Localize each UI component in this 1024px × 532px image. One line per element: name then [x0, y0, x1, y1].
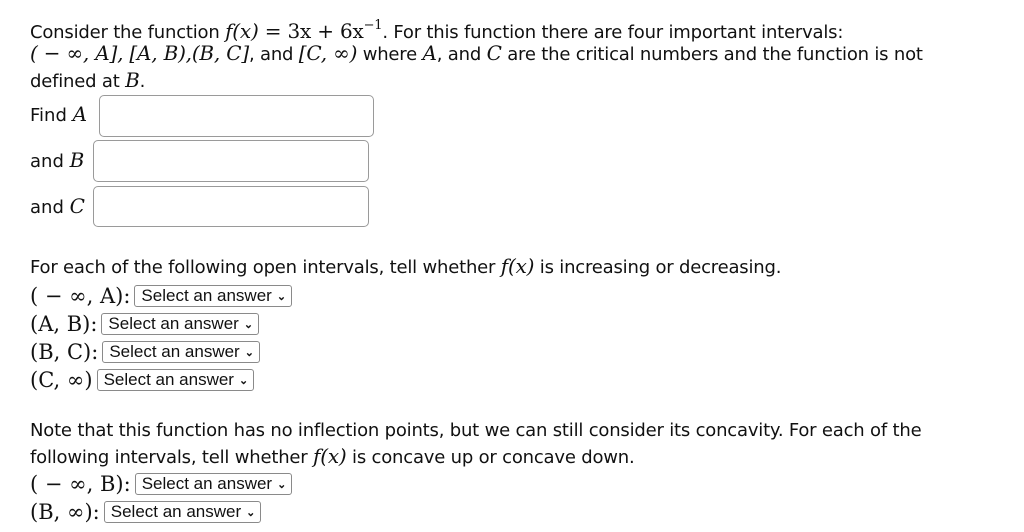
- prompt-text: is concave up or concave down.: [346, 447, 635, 468]
- increasing-row-3: [30, 339, 260, 365]
- intro-line-2: [30, 40, 923, 68]
- intro-text: . For this function there are four important intervals:: [382, 22, 844, 43]
- var-C: C: [69, 194, 85, 218]
- select-value: Select an answer: [110, 502, 242, 521]
- intro-text: where: [357, 44, 423, 65]
- concavity-line-1: [30, 418, 921, 444]
- intro-text: defined at: [30, 71, 126, 92]
- label-text: and: [30, 151, 70, 172]
- increasing-select-4[interactable]: [97, 369, 255, 391]
- concavity-select-1[interactable]: [135, 473, 293, 495]
- function-rhs: = 3x + 6x: [258, 19, 364, 43]
- select-value: Select an answer: [108, 314, 239, 333]
- concavity-line-2: [30, 443, 635, 471]
- var-C: C: [486, 41, 502, 65]
- increasing-select-2[interactable]: [101, 313, 259, 335]
- intervals-math: [C, ∞): [298, 41, 358, 65]
- increasing-prompt: [30, 253, 781, 281]
- intro-text: Consider the function: [30, 22, 226, 43]
- intro-line-3: [30, 67, 145, 95]
- increasing-select-3[interactable]: [102, 341, 260, 363]
- chevron-down-icon: ⌄: [276, 290, 287, 303]
- chevron-down-icon: ⌄: [238, 374, 249, 387]
- chevron-down-icon: ⌄: [277, 478, 287, 491]
- interval-label: (B, ∞):: [30, 500, 100, 524]
- label-text: and: [30, 197, 70, 218]
- prompt-text: is increasing or decreasing.: [534, 257, 782, 278]
- intervals-math: ( − ∞, A], [A, B),(B, C]: [30, 41, 249, 65]
- select-value: Select an answer: [103, 370, 234, 389]
- chevron-down-icon: ⌄: [243, 318, 254, 331]
- chevron-down-icon: ⌄: [246, 506, 256, 519]
- increasing-select-1[interactable]: [134, 285, 292, 307]
- prompt-text: For each of the following open intervals, tell whether: [30, 257, 501, 278]
- interval-label: (C, ∞): [30, 368, 93, 392]
- intro-text: , and: [436, 44, 487, 65]
- chevron-down-icon: ⌄: [244, 346, 254, 359]
- find-a-label: [30, 102, 87, 126]
- concavity-select-2[interactable]: [104, 501, 262, 523]
- select-value: Select an answer: [141, 474, 273, 493]
- select-value: Select an answer: [141, 286, 272, 305]
- interval-label: ( − ∞, B):: [30, 472, 131, 496]
- interval-label: ( − ∞, A):: [30, 284, 131, 308]
- intro-text: are the critical numbers and the function is not: [501, 44, 923, 65]
- var-B: B: [125, 68, 140, 92]
- find-c-label: [30, 194, 85, 218]
- interval-label: (B, C):: [30, 340, 99, 364]
- answer-c-input[interactable]: [93, 186, 369, 227]
- answer-b-input[interactable]: [93, 140, 369, 182]
- function-lhs: f(x): [225, 19, 259, 43]
- function-exponent: −1: [363, 18, 383, 33]
- label-text: Find: [30, 105, 73, 126]
- increasing-row-2: [30, 311, 259, 337]
- interval-label: (A, B):: [30, 312, 98, 336]
- find-b-label: [30, 148, 84, 172]
- increasing-row-4: [30, 367, 254, 393]
- answer-a-input[interactable]: [99, 95, 374, 137]
- increasing-row-1: [30, 283, 292, 309]
- prompt-text: following intervals, tell whether: [30, 447, 314, 468]
- fx-math: f(x): [313, 444, 347, 468]
- var-B: B: [69, 148, 85, 172]
- fx-math: f(x): [500, 254, 535, 278]
- select-value: Select an answer: [109, 342, 240, 361]
- intro-text: , and: [248, 44, 299, 65]
- intro-text: .: [139, 71, 146, 92]
- prompt-text: Note that this function has no inflection points, but we can still consider its concavity. For each of the: [30, 420, 922, 441]
- concavity-row-2: [30, 499, 261, 525]
- concavity-row-1: [30, 471, 292, 497]
- var-A: A: [422, 41, 437, 65]
- var-A: A: [72, 102, 88, 126]
